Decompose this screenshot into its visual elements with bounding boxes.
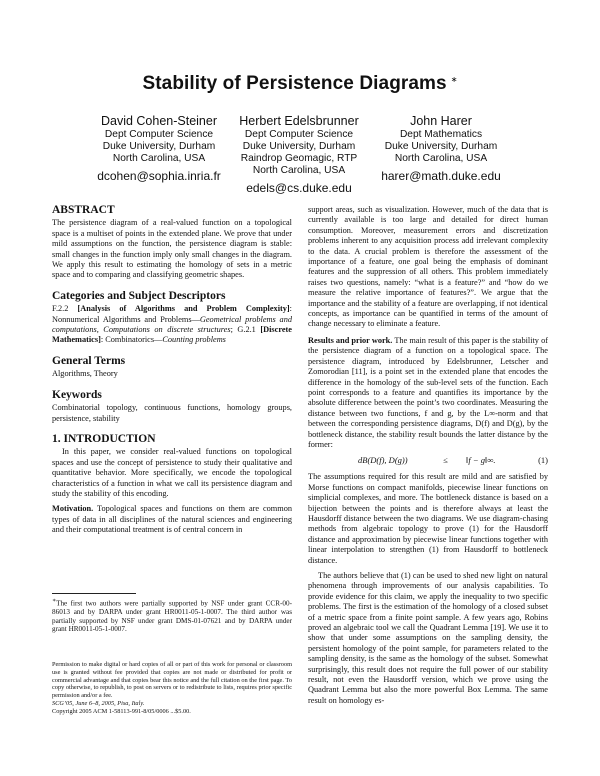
author-affiliation: North Carolina, USA bbox=[252, 165, 346, 176]
paper-title: Stability of Persistence Diagrams ∗ bbox=[142, 73, 458, 94]
equation-1 bbox=[308, 450, 548, 470]
author-email: harer@math.duke.edu bbox=[381, 169, 501, 183]
right-paragraph-3: The assumptions required for this result are mild and are satisfied by Morse functions on compact manifolds, piecewise linear functions on simplicial complexes, and more. The bottleneck distance is based on a bijection between the points and is therefore always at least the Hausdorff distance between the two diagrams. We use diagram-chasing methods from algebraic topology to prove (1) for the Hausdorff distance and approximation by piecewise linear functions together with linear interpolation to strengthen (1) from Hausdorff to bottleneck distance. bbox=[308, 472, 548, 565]
author-affiliation: Duke University, Durham bbox=[384, 141, 498, 152]
title-footnote-mark: ∗ bbox=[450, 75, 458, 84]
results-paragraph: Results and prior work. The main result of this paper is the stability of the persistence diagram of a function on a topological space. The persistence diagram, introduced by Edelsbrunner, Letscher and Zomorodian [11], is a point set in the extended plane that encodes the difference in the homology of the sub-level sets of the function. Each point corresponds to a feature and quantifies its importance by the absolute difference between the point’s two coordinates. Measuring the distance between two functions, f and g, by the L∞-norm and that between the corresponding persistence diagrams, D(f) and D(g), by the bottleneck distance, the stability result bounds the latter distance by the former: bbox=[308, 335, 548, 449]
author-name: David Cohen-Steiner bbox=[100, 114, 218, 128]
categories-heading: Categories and Subject Descriptors bbox=[52, 289, 226, 302]
author-email: edels@cs.duke.edu bbox=[246, 181, 352, 195]
abstract-heading: ABSTRACT bbox=[52, 204, 115, 216]
author-affiliation: Dept Computer Science bbox=[104, 129, 214, 140]
general-terms-text: Algorithms, Theory bbox=[52, 369, 118, 379]
author-affiliation: North Carolina, USA bbox=[394, 153, 488, 164]
author-affiliation: Duke University, Durham bbox=[102, 141, 216, 152]
introduction-heading: 1. INTRODUCTION bbox=[52, 432, 156, 445]
author-affiliation: Dept Mathematics bbox=[399, 129, 483, 140]
equation-lhs: dB(D(f), D(g)) bbox=[358, 455, 408, 466]
left-column bbox=[52, 205, 292, 536]
author-affiliation: Raindrop Geomagic, RTP bbox=[240, 153, 358, 164]
keywords-text: Combinatorial topology, continuous functions, homology groups, persistence, stability bbox=[52, 403, 292, 423]
general-terms-heading: General Terms bbox=[52, 354, 126, 367]
author-block-1 bbox=[88, 114, 230, 183]
keywords-heading: Keywords bbox=[52, 388, 102, 401]
author-block-2 bbox=[228, 114, 370, 195]
right-column bbox=[308, 205, 548, 706]
intro-paragraph: In this paper, we consider real-valued functions on topological spaces and use the concept of persistence to study their qualitative and quantitative behavior. More specifically, we encode the topological characteristics of a function in what we call its persistence diagram and study the stability of this encoding. bbox=[52, 447, 292, 498]
conference-line: SCG’05, June 6–8, 2005, Pisa, Italy. bbox=[52, 699, 145, 707]
motivation-paragraph: Motivation. Topological spaces and functions on them are common types of data in all disciplines of the natural sciences and engineering and their computational treatment is of central concern in bbox=[52, 504, 292, 535]
abstract-text: The persistence diagram of a real-valued function on a topological space is a multiset of points in the extended plane. We prove that under mild assumptions on the function, the persistence diagram is stable: small changes in the function imply only small changes in the diagram. We apply this result to estimating the homology of sets in a metric space and to comparing and classifying geometric shapes. bbox=[52, 218, 292, 280]
footnote-rule bbox=[52, 593, 136, 594]
author-affiliation: North Carolina, USA bbox=[112, 153, 206, 164]
permission-notice: Permission to make digital or hard copies of all or part of this work for personal or classroom use is granted without fee provided that copies are not made or distributed for profit or commercial advantage and that copies bear this notice and the full citation on the first page. To copy otherwise, to republish, to post on servers or to redistribute to lists, requires prior specific permission and/or a fee. SCG’05, June 6–8, 2005, Pisa, Italy. Copyright 2005 ACM 1-58113-991-8/05/0006 ...$5.00. bbox=[52, 661, 292, 715]
equation-relation: ≤ bbox=[443, 455, 448, 466]
author-affiliation: Duke University, Durham bbox=[242, 141, 356, 152]
author-affiliation: Dept Computer Science bbox=[244, 129, 354, 140]
author-email: dcohen@sophia.inria.fr bbox=[97, 169, 221, 183]
copyright-line: Copyright 2005 ACM 1-58113-991-8/05/0006 ...$5.00. bbox=[52, 707, 191, 715]
author-block-3 bbox=[370, 114, 512, 183]
equation-number: (1) bbox=[538, 455, 548, 466]
author-name: John Harer bbox=[410, 114, 472, 128]
author-name: Herbert Edelsbrunner bbox=[239, 114, 359, 128]
equation-rhs: ‖f − g‖∞. bbox=[466, 455, 496, 466]
categories-text: F.2.2 [Analysis of Algorithms and Problem Complexity]: Nonnumerical Algorithms and Problems—Geometrical problems and computations, Computations on discrete structures; G.2.1 [Discrete Mathematics]: Combinatorics—Counting problems bbox=[52, 304, 292, 345]
right-paragraph-1: support areas, such as visualization. However, much of the data that is currently available is too large and detailed for direct human consumption. Moreover, measurement errors and discretization problems inherent to any acquisition process add irrelevant complexity to the data. A crucial problem is therefore the assessment of the importance of a feature, one goal being the emphasis of dominant features and the suppression of all others. This problem immediately raises two questions, namely: “what is a feature?” and “how do we measure the relative importance of features?”. We argue that the importance and the stability of a feature are overlapping, if not identical concepts, as importance can be quantified in terms of the amount of change necessary to eliminate a feature. bbox=[308, 205, 548, 329]
footnote: ∗The first two authors were partially supported by NSF under grant CCR-00-86013 and by DARPA under grant HR0011-05-1-0007. The third author was partially supported by NSF under grant DMS-01-07621 and by DARPA under grant HR0011-05-1-0007. bbox=[52, 598, 292, 634]
right-paragraph-4: The authors believe that (1) can be used to shed new light on natural phenomena through improvements of our analysis capabilities. To provide evidence for this claim, we apply the inequality to two specific problems. The first is the estimation of the homology of a closed subset of a metric space from a finite point sample. A few years ago, Robins proved an algebraic tool we call the Quadrant Lemma [19]. We use it to show that under some assumptions on the sampling density, the persistent homology of the point sample, for parameters related to the sampling density, is the same as the homology of the subset. Somewhat surprisingly, this result does not require the full power of our stability result, not even the Hausdorff version, which we prove using the Quadrant Lemma but also the more powerful Box Lemma. The same result on homology es- bbox=[308, 571, 548, 705]
